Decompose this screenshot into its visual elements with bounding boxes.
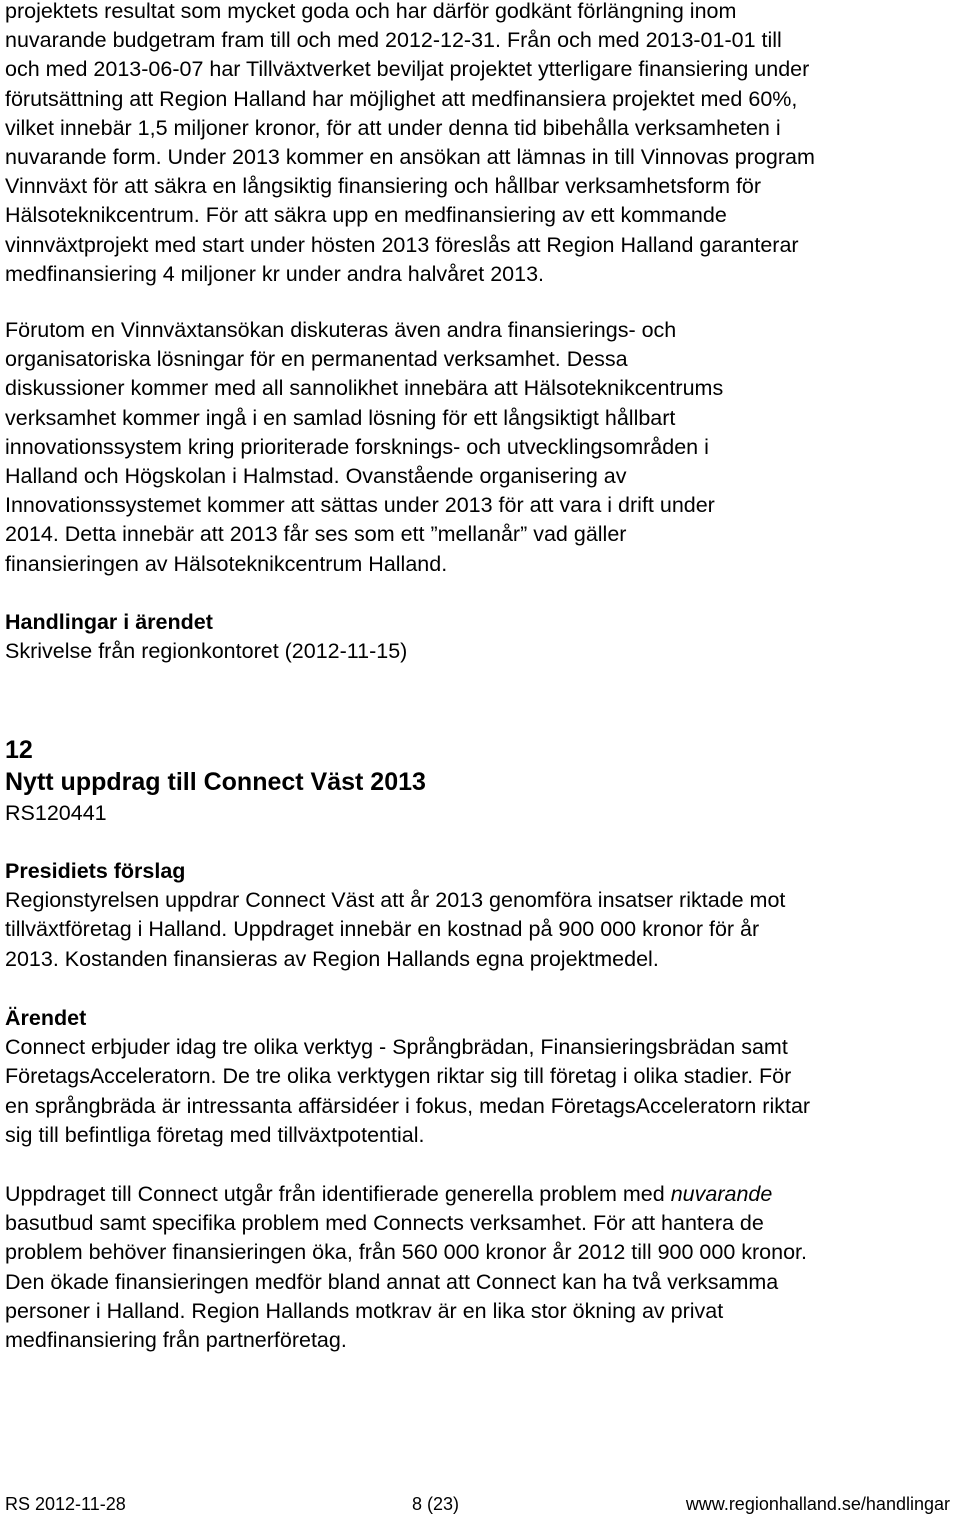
text-line: nuvarande form. Under 2013 kommer en ansökan att lämnas in till Vinnovas program — [5, 145, 815, 170]
text-line: Hälsoteknikcentrum. För att säkra upp en medfinansiering av ett kommande — [5, 203, 727, 228]
footer-url[interactable]: www.regionhalland.se/handlingar — [685, 1494, 950, 1514]
text-line: förutsättning att Region Halland har möjlighet att medfinansiera projektet med 60%, — [5, 86, 798, 111]
item-12-header — [5, 734, 960, 798]
item-ref: RS120441 — [5, 801, 107, 825]
text-line: finansieringen av Hälsoteknikcentrum Halland. — [5, 551, 448, 576]
matter-heading: Ärendet — [5, 1006, 87, 1030]
documents-section — [5, 608, 960, 666]
text-line: sig till befintliga företag med tillväxtpotential. — [5, 1122, 425, 1147]
item-reference — [5, 799, 960, 828]
text-line: Regionstyrelsen uppdrar Connect Väst att år 2013 genomföra insatser riktade mot — [5, 888, 786, 913]
text-line: personer i Halland. Region Hallands motkrav är en lika stor ökning av privat — [5, 1298, 724, 1323]
text-line: diskussioner kommer med all sannolikhet innebära att Hälsoteknikcentrums — [5, 376, 724, 401]
documents-item: Skrivelse från regionkontoret (2012-11-15) — [5, 639, 408, 664]
assignment-emphasis: nuvarande — [670, 1182, 773, 1206]
text-line: medfinansiering från partnerföretag. — [5, 1328, 347, 1353]
assignment-paragraph — [5, 1180, 960, 1355]
text-line: problem behöver finansieringen öka, från 560 000 kronor år 2012 till 900 000 kronor. — [5, 1240, 807, 1265]
text-line: vinnväxtprojekt med start under hösten 2013 föreslås att Region Halland garanterar — [5, 232, 799, 257]
text-line: projektets resultat som mycket goda och har därför godkänt förlängning inom — [5, 0, 737, 23]
text-line: Vinnväxt för att säkra en långsiktig finansiering och hållbar verksamhetsform för — [5, 174, 762, 199]
intro-paragraph — [5, 0, 960, 289]
footer-page-number: 8 (23) — [412, 1494, 460, 1514]
text-line: nuvarande budgetram fram till och med 2012-12-31. Från och med 2013-01-01 till — [5, 28, 782, 53]
text-line: basutbud samt specifika problem med Connects verksamhet. För att hantera de — [5, 1211, 764, 1236]
text-line: tillväxtföretag i Halland. Uppdraget innebär en kostnad på 900 000 kronor för år — [5, 917, 760, 942]
text-line: vilket innebär 1,5 miljoner kronor, för att under denna tid bibehålla verksamheten i — [5, 115, 781, 140]
text-line — [5, 1180, 960, 1209]
text-line: innovationssystem kring prioriterade forsknings- och utvecklingsområden i — [5, 434, 709, 459]
text-line: Halland och Högskolan i Halmstad. Ovanstående organisering av — [5, 464, 627, 489]
text-line: 2014. Detta innebär att 2013 får ses som ett ”mellanår” vad gäller — [5, 522, 627, 547]
discussion-paragraph — [5, 316, 960, 579]
text-line: Den ökade finansieringen medför bland annat att Connect kan ha två verksamma — [5, 1269, 779, 1294]
text-line: medfinansiering 4 miljoner kr under andra halvåret 2013. — [5, 261, 545, 286]
matter-section — [5, 1004, 960, 1150]
text-line: Förutom en Vinnväxtansökan diskuteras även andra finansierings- och — [5, 318, 677, 342]
text-line: en språngbräda är intressanta affärsidéer i fokus, medan FöretagsAcceleratorn riktar — [5, 1093, 811, 1118]
item-number: 12 — [5, 736, 33, 764]
text-line: FöretagsAcceleratorn. De tre olika verktygen riktar sig till företag i olika stadier. För — [5, 1064, 792, 1089]
text-line: och med 2013-06-07 har Tillväxtverket beviljat projektet ytterligare finansiering under — [5, 57, 810, 82]
item-title: Nytt uppdrag till Connect Väst 2013 — [5, 768, 426, 796]
text-line: verksamhet kommer ingå i en samlad lösning för ett långsiktigt hållbart — [5, 405, 676, 430]
assignment-line-start: Uppdraget till Connect utgår från identifierade generella problem med — [5, 1182, 671, 1206]
text-line: organisatoriska lösningar för en permanentad verksamhet. Dessa — [5, 347, 628, 372]
proposal-section — [5, 857, 960, 974]
text-line: Innovationssystemet kommer att sättas under 2013 för att vara i drift under — [5, 493, 715, 518]
text-line: 2013. Kostanden finansieras av Region Hallands egna projektmedel. — [5, 946, 659, 971]
proposal-heading: Presidiets förslag — [5, 859, 186, 883]
documents-heading: Handlingar i ärendet — [5, 610, 213, 634]
footer-ref: RS 2012-11-28 — [5, 1494, 126, 1514]
text-line: Connect erbjuder idag tre olika verktyg - Språngbrädan, Finansieringsbrädan samt — [5, 1035, 788, 1060]
